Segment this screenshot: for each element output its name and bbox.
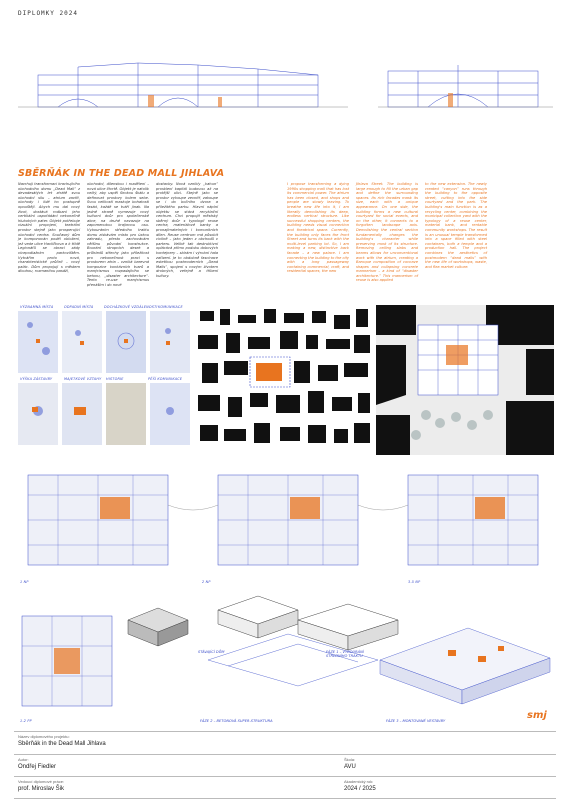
logo: smj bbox=[527, 710, 547, 721]
school-value: AVU bbox=[344, 764, 356, 770]
analysis-label-8: PĚŠÍ KOMUNIKACE bbox=[148, 377, 183, 381]
project-title: SBĚRŇÁK IN THE DEAD MALL JIHLAVA bbox=[18, 168, 225, 179]
figure-ground-map bbox=[194, 305, 374, 455]
author-value: Ondřej Fiedler bbox=[18, 764, 57, 770]
section-drawing bbox=[18, 55, 553, 117]
year-value: 2024 / 2025 bbox=[344, 786, 376, 792]
analysis-label-6: MAJETKOVÉ VZTAHY bbox=[64, 377, 102, 381]
header-label: DIPLOMKY 2024 bbox=[18, 10, 78, 17]
label-phase-3: FÁZE 3 – MONTOVANÉ VESTAVBY bbox=[386, 719, 446, 723]
school-label: Škola: bbox=[344, 757, 356, 762]
analysis-label-2: ODPADNÍ MÍSTA bbox=[64, 305, 94, 309]
plan-label-1np: 1 NP bbox=[20, 580, 29, 584]
analysis-label-7: HISTORIE bbox=[106, 377, 124, 381]
text-cz-3: dostavby. Nová vznikly „kahun“ prosklení kapitál budovou až na protější ulici. Stejně jako se prostor vykoupe zevnitř, zakoupe se i do bočního dvora a příležitého parku. Hlavní náplní objektu se stává recyklační centrum. Chci propojit městský sběrný dvůr s typologií reuse centra, materiálové banky a pronajímatelných i komunitních dílen. Reuse centrum má působit civilně – jako jeden z obchodů v parteru. Veliké tak destruktivní oplácává přímo podobu dobových kontejnery – sbírám i výrobní hala zařízení. Je to obdobně fascinace estetikou postmoderních „Dead Malls“, spojení s novým životem drobných, veřejně a tříbení kultury. bbox=[156, 182, 218, 278]
author-label: Autor: bbox=[18, 757, 29, 762]
project-name-value: Sběrňák in the Dead Mall Jihlava bbox=[18, 741, 106, 747]
floor-plans bbox=[18, 465, 554, 575]
analysis-label-4: KOMUNIKACE bbox=[158, 305, 183, 309]
year-label: Akademický rok: bbox=[344, 779, 374, 784]
footer-divider-mid-1 bbox=[14, 754, 556, 755]
site-plan bbox=[376, 305, 554, 455]
footer-divider-bottom bbox=[14, 798, 556, 799]
supervisor-value: prof. Miroslav Šik bbox=[18, 786, 65, 792]
label-existing-building: STÁVAJÍCÍ DŮM bbox=[198, 650, 225, 654]
analysis-label-5: VÝŠKA ZÁSTAVBY bbox=[20, 377, 53, 381]
text-cz-1: Navrhuji transformaci krachujícího obchodního domu „Dead Mall“ z devadesátých let ztrátě svou obchodní silu – atrium zavřít, obchody i lidé ho postupně opouštějí. Abych mu dal nový život, dostává rodbaní jeho vertikální uspořádání nekonečně hlubokých pater. Objekt potřebuje vizuální propojení, teatrální prostor stejně jako prosperující obchodní centra. Současný dům je komponován podél obložení, jež vede ulice Havlíčkova a k třídě Legionářů se obrací zády vícepodlažním parkovištěm. Vytvářím proto nová, charakteristické průčelí – nový palác. Dům propojuji s městem dlouhou, rozmanitou pasáží, bbox=[18, 182, 80, 274]
supervisor-label: Vedoucí diplomové práce: bbox=[18, 779, 65, 784]
analysis-label-1: VÝZNAMNÁ MÍSTA bbox=[20, 305, 54, 309]
text-en-2: Jihlava Street. The building is large enough to fill the urban gap and define the surrounding spaces. Its rich facades mask its size, each with a unique appearance. On one side, the building forms a new cultural courtyard for social events, and on the other, it connects to a forgotten landscape axis. Demolishing the central section fundamentally changes the building's character while preserving most of its structure. Removing ceiling slabs and beams allows for unconventional work with the atrium, creating a Baroque composition of concave shapes and collapsing concrete mannerism – a kind of “disaster architecture.” This mannerism of reuse is also applied bbox=[356, 182, 418, 283]
footer-divider-mid-2 bbox=[14, 776, 556, 777]
plan-label-2np: 2 NP bbox=[202, 580, 211, 584]
text-cz-2: obchodní, dílenskou i rozdělení – nová ulice čtvrtě. Objekt je natolik velký, aby uspěl širokou škálu a definovat prostory kolem sebe. Svou velikostí maskuje bohatosti fasád, každé se tváří jinak. Na jedné straně vymezuje nový kulturní dvůr pro společenské akce, na druhé navazuje na zapomenutou krajinnou osu. Vybouráním středního traktu domu získávám místo pro úzkou zahradu, přesto zachovávám většinu původní konstrukce. Bourání stropních desek a průhledů střechy jako příležitost pro nekonečnost prací s prostorem atria – vzniká barevná kompozice konkávních tvarů a manýrismus rozpadajícího se betonu, „disaster architecture“. Tento re-use manýrismus přenáším i do nové bbox=[87, 182, 149, 288]
project-name-label: Název diplomového projektu: bbox=[18, 734, 70, 739]
analysis-maps bbox=[18, 311, 190, 451]
analysis-label-3: DOCHÁZKOVÉ VZDÁLENOSTI bbox=[104, 305, 158, 309]
plan-label-3-5np: 3-5 NP bbox=[408, 580, 421, 584]
label-phase-1: FÁZE 1 – VYBOURÁNÍ STŘEDNÍHO TRAKTU bbox=[326, 650, 364, 658]
text-en-1: I propose transforming a dying 1990s shopping mall that has lost its commercial power. The atrium has been closed, and shops and people are slowly leaving. To breathe new life into it, I am literally demolishing its deep, endless vertical structure. Like successful shopping centers, the building needs visual connection and theatrical space. Currently, the building only faces the front Street and turns its back with the multi-level parking lot. So, I am making a new, distinctive back facade – a new palace. I am connecting the building to the city with a long passageway containing commercial, craft, and residential spaces, the new bbox=[287, 182, 349, 274]
underground-plan bbox=[18, 610, 118, 715]
footer-divider-top bbox=[14, 731, 556, 732]
label-phase-2: FÁZE 2 – BETONOVÁ SUPER-STRUKTURA bbox=[200, 719, 273, 723]
text-en-3: to the new extension. The newly created “canyon” runs through the building to the opposite street, cutting into the side courtyard and the park. The building's main function is as a recycling center, combining the municipal collection yard with the typology of a reuse center, material bank, and rentable community workshops. The result is an unusual temple transformed into a space filled with steel containers, both a temple and a production hall. The project combines the aesthetics of postmodern “dead malls” with the new life of workshops, waste, and flea market culture. bbox=[425, 182, 487, 269]
underground-label: 1-2 PP bbox=[20, 719, 32, 723]
